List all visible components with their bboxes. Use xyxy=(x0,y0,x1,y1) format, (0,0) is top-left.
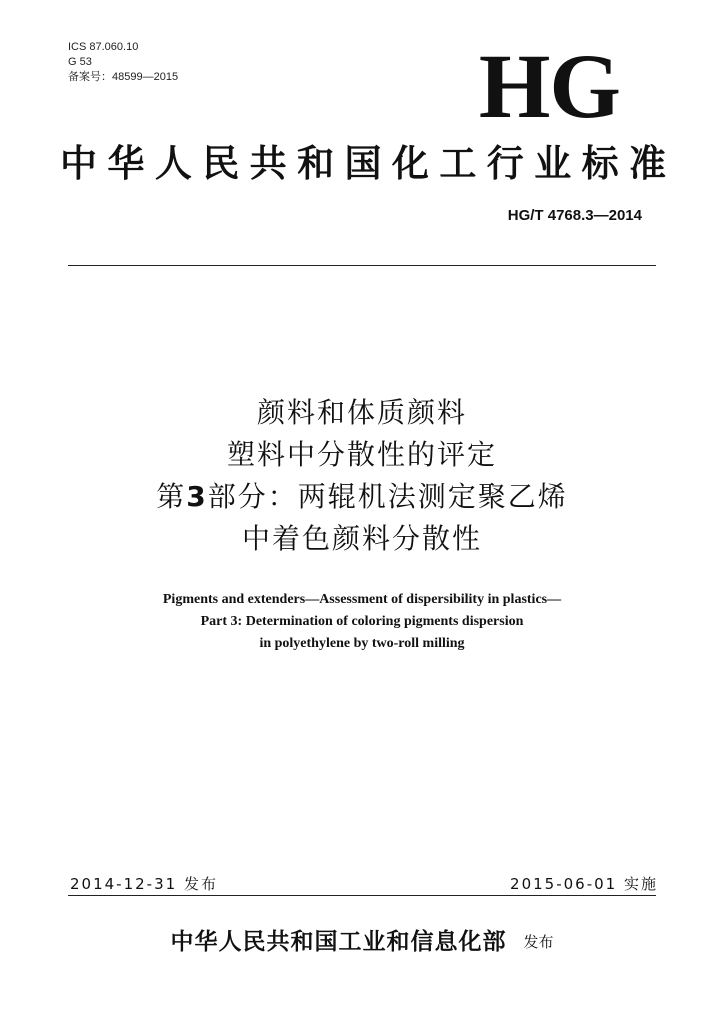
english-title-line-1: Pigments and extenders—Assessment of dispersibility in plastics— xyxy=(162,592,562,607)
standard-category-title: 中华人民共和国化工行业标准 xyxy=(60,141,668,185)
issued-label: 发布 xyxy=(523,933,554,951)
classification-block xyxy=(68,40,178,85)
english-title xyxy=(60,589,664,655)
hg-logo: HG xyxy=(478,35,620,137)
bottom-divider xyxy=(68,895,656,896)
chinese-title-line-3 xyxy=(60,476,664,518)
ics-code: ICS 87.060.10 xyxy=(68,41,139,53)
top-divider xyxy=(68,265,656,266)
part-number: 3 xyxy=(186,480,208,513)
part-title: 部分：两辊机法测定聚乙烯 xyxy=(207,480,568,513)
english-title-line-3: in polyethylene by two-roll milling xyxy=(259,636,465,651)
issuer-row xyxy=(0,926,724,958)
chinese-title-line-4: 中着色颜料分散性 xyxy=(241,522,482,555)
chinese-title-line-1: 颜料和体质颜料 xyxy=(256,396,467,429)
record-number: 备案号：48599—2015 xyxy=(68,71,179,83)
english-title-line-2: Part 3: Determination of coloring pigments dispersion xyxy=(200,614,524,629)
chinese-title-line-2: 塑料中分散性的评定 xyxy=(226,438,497,471)
implementation-date: 2015-06-01 实施 xyxy=(510,875,658,893)
date-row xyxy=(70,874,658,896)
issuing-authority: 中华人民共和国工业和信息化部 xyxy=(170,928,507,955)
ccs-code: G 53 xyxy=(68,56,92,68)
part-prefix: 第 xyxy=(156,480,187,513)
standard-number: HG/T 4768.3—2014 xyxy=(507,207,642,224)
issue-date: 2014-12-31 发布 xyxy=(70,875,218,893)
chinese-title xyxy=(60,392,664,560)
